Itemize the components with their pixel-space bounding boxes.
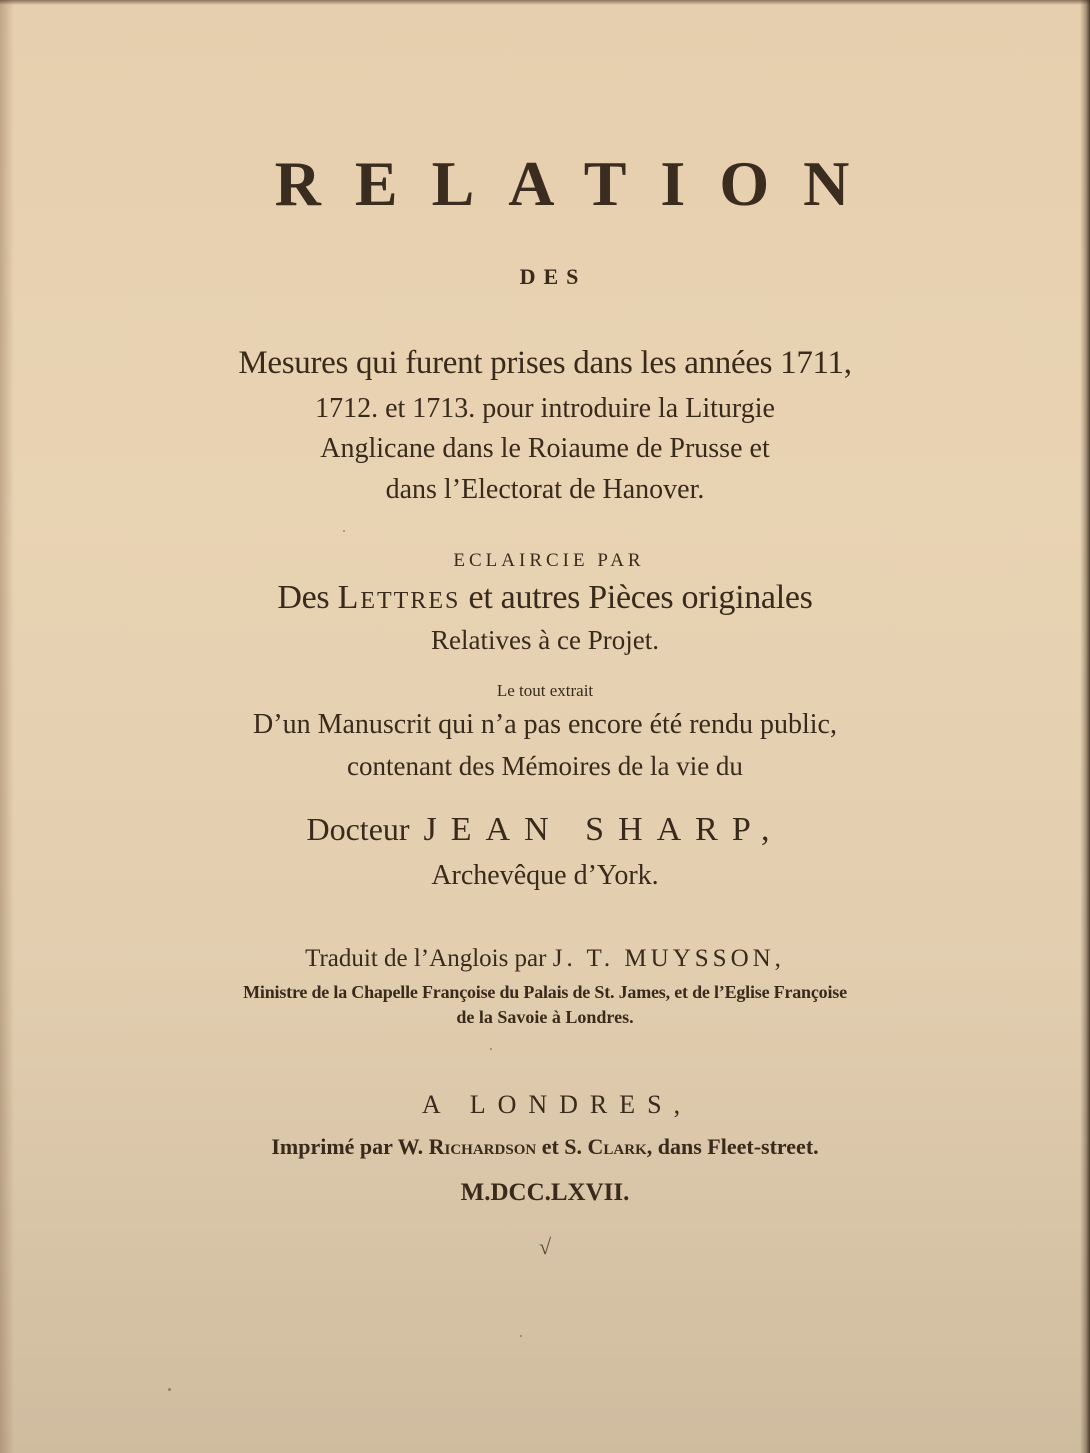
lettres-before: Des (277, 579, 338, 616)
paper-speck (168, 1388, 171, 1391)
printer-prefix: Imprimé par W. (271, 1134, 429, 1159)
relatives-line: Relatives à ce Projet. (431, 625, 659, 655)
translator-role-1: Ministre de la Chapelle Françoise du Palais de St. James, et de l’Eglise Françoise (243, 982, 847, 1002)
paper-speck (520, 1335, 522, 1337)
printer-suffix: , dans Fleet-street. (646, 1134, 819, 1159)
printer-mid: et S. (536, 1134, 588, 1159)
lettres-line (0, 581, 1090, 615)
translator-prefix: Traduit de l’Anglois par (305, 945, 553, 972)
check-mark-icon: √ (538, 1234, 552, 1259)
author-name: JEAN SHARP, (423, 811, 784, 848)
subject-line-2: 1712. et 1713. pour introduire la Liturgie (315, 393, 775, 424)
printer-clark: Clark (587, 1134, 647, 1159)
subject-line-3: Anglicane dans le Roiaume de Prusse et (320, 433, 770, 464)
paper-speck (490, 1048, 492, 1050)
author-line (0, 813, 1090, 847)
imprint-date: M.DCC.LXVII. (460, 1179, 630, 1206)
imprint-printers (0, 1136, 1090, 1158)
author-title: Archevêque d’York. (431, 860, 659, 891)
translator-role-2: de la Savoie à Londres. (456, 1007, 634, 1027)
printer-richardson: Richardson (428, 1134, 537, 1159)
tout-extrait: Le tout extrait (496, 681, 594, 700)
lettres-after: et autres Pièces originales (460, 579, 813, 616)
manuscrit-line-1: D’un Manuscrit qui n’a pas encore été rendu public, (253, 709, 837, 740)
lettres-caps: Lettres (337, 579, 461, 616)
eclaircie-heading: ECLAIRCIE PAR (453, 550, 645, 571)
title-connector: DES (519, 264, 587, 289)
book-title: RELATION (274, 148, 884, 219)
subject-line-4: dans l’Electorat de Hanover. (385, 474, 705, 505)
author-prefix: Docteur (306, 811, 410, 847)
manuscrit-line-2: contenant des Mémoires de la vie du (347, 751, 743, 781)
subject-line-1: Mesures qui furent prises dans les années 1711, (238, 345, 852, 381)
paper-speck (343, 530, 345, 532)
translator-line (0, 946, 1090, 971)
imprint-city: A LONDRES, (421, 1090, 693, 1119)
translator-name: J. T. MUYSSON, (552, 945, 785, 972)
